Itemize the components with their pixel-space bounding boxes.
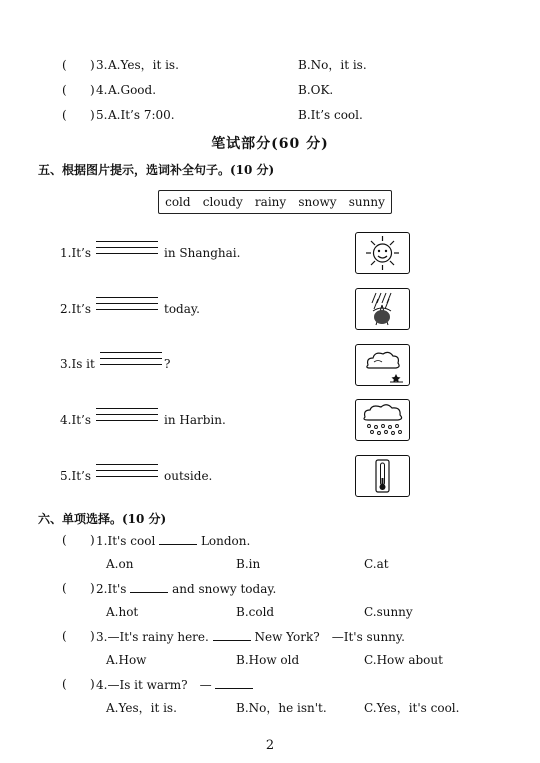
item-suffix: outside. (164, 469, 213, 483)
option-a: A.How (106, 653, 147, 667)
answer-blank[interactable] (130, 581, 168, 593)
answer-paren-open: ( (62, 58, 67, 72)
word-bank-item: snowy (298, 195, 337, 209)
word-bank-item: cold (165, 195, 191, 209)
option-c: C.How about (364, 653, 443, 667)
item-prefix: 5.It’s (60, 469, 91, 483)
option-c: C.Yes，it's cool. (364, 701, 460, 715)
answer-blank[interactable] (96, 238, 158, 252)
answer-blank[interactable] (215, 677, 253, 689)
sun-face-icon (355, 232, 410, 274)
answer-blank[interactable] (213, 629, 251, 641)
option-a: A.on (106, 557, 134, 571)
question-stem (96, 677, 253, 692)
item-suffix: in Harbin. (164, 413, 226, 427)
section-6-title: 六、单项选择。(10 分) (38, 512, 167, 526)
option-b: B.No，it is. (298, 58, 367, 72)
answer-paren-close: ) (90, 83, 95, 97)
item-prefix: 1.It’s (60, 246, 91, 260)
answer-paren-close: ) (90, 677, 95, 691)
stem-part: London. (200, 534, 251, 548)
item-prefix: 2.It’s (60, 302, 91, 316)
word-bank (158, 190, 392, 214)
option-a: A.Good. (108, 83, 157, 97)
word-bank-item: cloudy (202, 195, 243, 209)
stem-part: 2.It's (96, 582, 127, 596)
stem-part: 1.It's cool (96, 534, 156, 548)
question-stem (96, 581, 276, 596)
section-5-title: 五、根据图片提示，选词补全句子。(10 分) (38, 163, 275, 177)
cloud-icon (355, 344, 410, 386)
option-a: A.Yes，it is. (108, 58, 179, 72)
answer-blank[interactable] (96, 294, 158, 308)
answer-blank[interactable] (159, 533, 197, 545)
answer-paren-open: ( (62, 677, 67, 691)
word-bank-item: sunny (348, 195, 385, 209)
answer-paren-open: ( (62, 108, 67, 122)
answer-blank[interactable] (100, 349, 162, 363)
word-bank-item: rainy (254, 195, 287, 209)
rain-icon (355, 288, 410, 330)
option-c: C.sunny (364, 605, 413, 619)
answer-paren-close: ) (90, 58, 95, 72)
answer-paren-close: ) (90, 629, 95, 643)
snow-cloud-icon (355, 399, 410, 441)
option-a: A.hot (106, 605, 139, 619)
answer-blank[interactable] (96, 405, 158, 419)
option-b: B.It’s cool. (298, 108, 363, 122)
option-c: C.at (364, 557, 389, 571)
option-a: A.It’s 7:00. (108, 108, 175, 122)
page-number: 2 (265, 738, 275, 753)
option-a: A.Yes，it is. (106, 701, 177, 715)
item-prefix: 3.Is it (60, 357, 95, 371)
item-suffix: in Shanghai. (164, 246, 241, 260)
stem-part: 3.—It's rainy here. (96, 630, 209, 644)
option-b: B.OK. (298, 83, 334, 97)
question-stem (96, 533, 250, 548)
question-number: 4. (96, 83, 108, 97)
option-b: B.No，he isn't. (236, 701, 327, 715)
answer-paren-open: ( (62, 533, 67, 547)
question-number: 3. (96, 58, 108, 72)
question-number: 5. (96, 108, 108, 122)
answer-paren-open: ( (62, 629, 67, 643)
option-b: B.cold (236, 605, 275, 619)
item-suffix: today. (164, 302, 200, 316)
stem-part: and snowy today. (172, 582, 277, 596)
answer-paren-close: ) (90, 108, 95, 122)
option-b: B.How old (236, 653, 300, 667)
thermometer-icon (355, 455, 410, 497)
written-part-title: 笔试部分(60 分) (211, 136, 329, 152)
answer-blank[interactable] (96, 461, 158, 475)
option-b: B.in (236, 557, 261, 571)
answer-paren-open: ( (62, 83, 67, 97)
item-prefix: 4.It’s (60, 413, 91, 427)
stem-part: New York? —It's sunny. (254, 630, 405, 644)
answer-paren-close: ) (90, 533, 95, 547)
answer-paren-close: ) (90, 581, 95, 595)
item-suffix: ? (164, 357, 171, 371)
stem-part: 4.—Is it warm? — (96, 678, 212, 692)
question-stem (96, 629, 405, 644)
answer-paren-open: ( (62, 581, 67, 595)
